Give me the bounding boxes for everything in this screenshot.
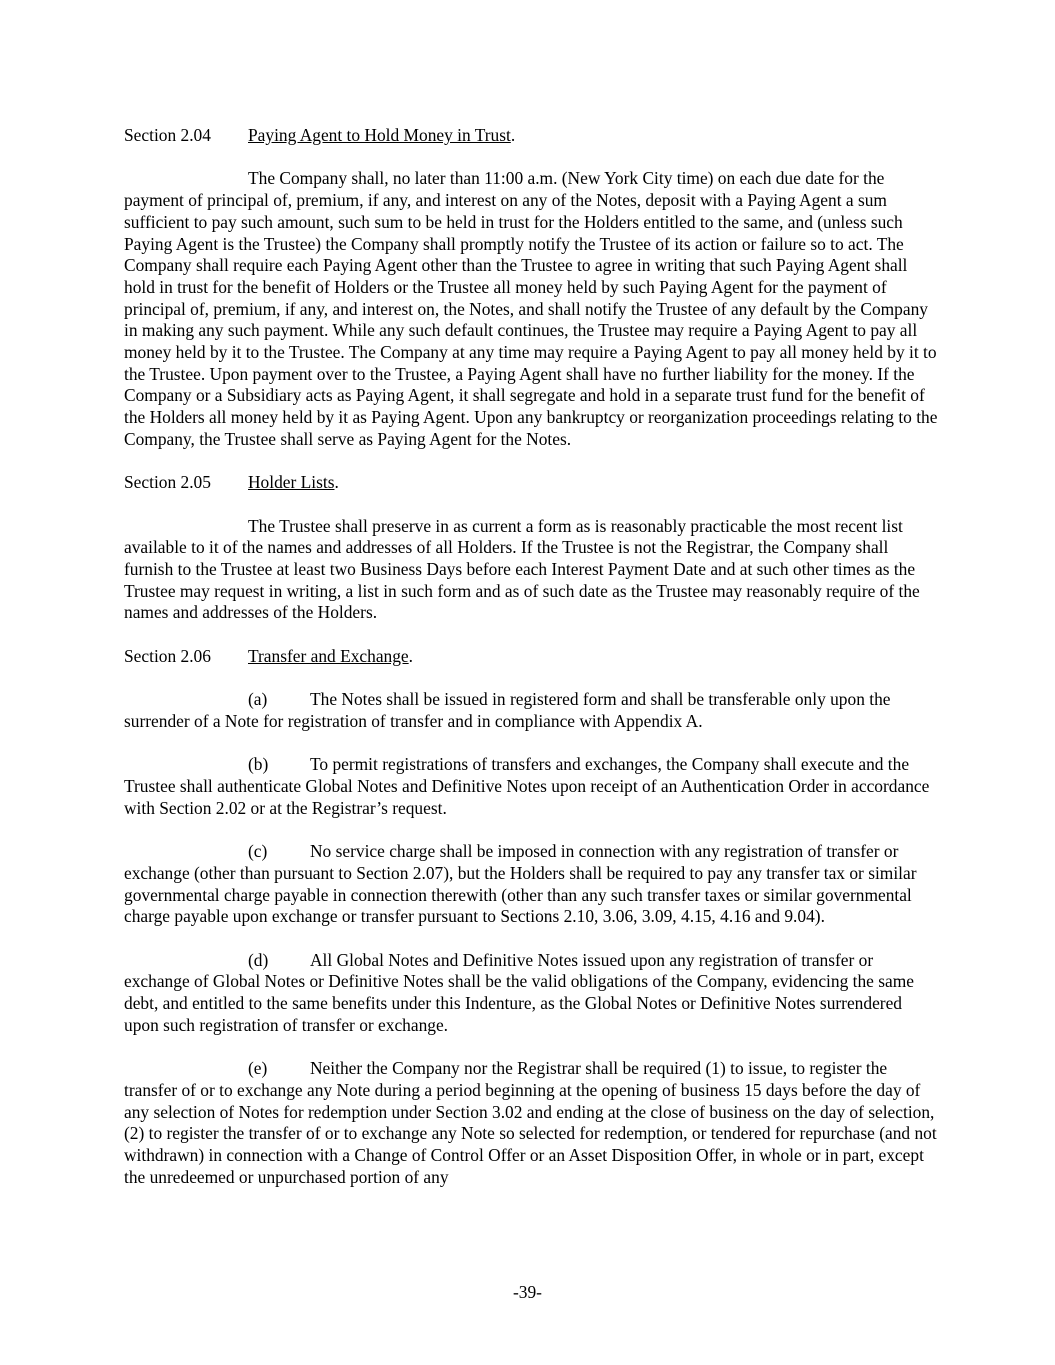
- section-number: Section 2.06: [124, 645, 211, 666]
- section-2-04-paragraph: The Company shall, no later than 11:00 a.m. (New York City time) on each due date for the payment of principal of, premium, if any, and interest on any of the Notes, deposit with a Paying Agent a sum sufficient to pay such amount, such sum to be held in trust for the Holders entitled to the same, and (unless such Paying Agent is the Trustee) the Company shall promptly notify the Trustee of its action or failure so to act. The Company shall require each Paying Agent other than the Trustee to agree in writing that such Paying Agent shall hold in trust for the benefit of Holders or the Trustee all money held by such Paying Agent for the payment of principal of, premium, if any, and interest on, the Notes, and shall notify the Trustee of any default by the Company in making any such payment. While any such default continues, the Trustee may require a Paying Agent to pay all money held by it to the Trustee. The Company at any time may require a Paying Agent to pay all money held by it to the Trustee. Upon payment over to the Trustee, a Paying Agent shall have no further liability for the money. If the Company or a Subsidiary acts as Paying Agent, it shall segregate and hold in a separate trust fund for the benefit of the Holders all money held by it as Paying Agent. Upon any bankruptcy or reorganization proceedings relating to the Company, the Trustee shall serve as Paying Agent for the Notes.: [124, 168, 938, 449]
- clause-text: The Notes shall be issued in registered form and shall be transferable only upon the surrender of a Note for registration of transfer and in compliance with Appendix A.: [124, 689, 891, 731]
- section-title: Paying Agent to Hold Money in Trust: [248, 125, 511, 145]
- section-2-05-heading: Section 2.05 Holder Lists.: [124, 472, 339, 493]
- clause-label: (d): [248, 949, 269, 970]
- section-number: Section 2.05: [124, 472, 211, 493]
- clause-label: (a): [248, 689, 268, 710]
- section-2-05-paragraph: The Trustee shall preserve in as current a form as is reasonably practicable the most recent list available to it of the names and addresses of all Holders. If the Trustee is not the Registrar, the Company shall furnish to the Trustee at least two Business Days before each Interest Payment Date and at such other times as the Trustee may request in writing, a list in such form and as of such date as the Trustee may reasonably require of the names and addresses of the Holders.: [124, 515, 920, 623]
- clause-c: [124, 841, 939, 928]
- clause-label: (c): [248, 841, 268, 862]
- clause-label: (b): [248, 754, 269, 775]
- section-title: Transfer and Exchange: [248, 645, 409, 666]
- clause-text: No service charge shall be imposed in connection with any registration of transfer or exchange (other than pursuant to Section 2.07), but the Holders shall be required to pay any transfer tax or similar governmental charge payable in connection therewith (other than any such transfer taxes or similar governmental charge payable upon exchange or transfer pursuant to Sections 2.10, 3.06, 3.09, 4.15, 4.16 and 9.04).: [124, 841, 917, 927]
- clause-text: To permit registrations of transfers and exchanges, the Company shall execute and the Trustee shall authenticate Global Notes and Definitive Notes upon receipt of an Authentication Order in accordance with Section 2.02 or at the Registrar’s request.: [124, 754, 930, 818]
- section-2-04-heading: Section 2.04 Paying Agent to Hold Money in Trust.: [124, 125, 516, 145]
- section-number: Section 2.04: [124, 125, 211, 145]
- clause-text: All Global Notes and Definitive Notes issued upon any registration of transfer or exchange of Global Notes or Definitive Notes shall be the valid obligations of the Company, evidencing the same debt, and entitled to the same benefits under this Indenture, as the Global Notes or Definitive Notes surrendered upon such registration of transfer or exchange.: [124, 949, 914, 1035]
- clause-e: [124, 1058, 939, 1188]
- section-title: Holder Lists: [248, 472, 335, 493]
- clause-label: (e): [248, 1058, 268, 1079]
- section-2-06-heading: Section 2.06 Transfer and Exchange.: [124, 645, 414, 666]
- clause-a: [124, 689, 939, 732]
- page-number: -39-: [513, 1282, 542, 1302]
- clause-text: Neither the Company nor the Registrar shall be required (1) to issue, to register the transfer of or to exchange any Note during a period beginning at the opening of business 15 days before the day of any selection of Notes for redemption under Section 3.02 and ending at the close of business on the day of selection, (2) to register the transfer of or to exchange any Note so selected for redemption, or tendered for repurchase (and not withdrawn) in connection with a Change of Control Offer or an Asset Disposition Offer, in whole or in part, except the unredeemed or unpurchased portion of any: [124, 1058, 937, 1187]
- clause-b: [124, 754, 939, 819]
- document-body: [124, 125, 939, 1188]
- clause-d: [124, 950, 939, 1037]
